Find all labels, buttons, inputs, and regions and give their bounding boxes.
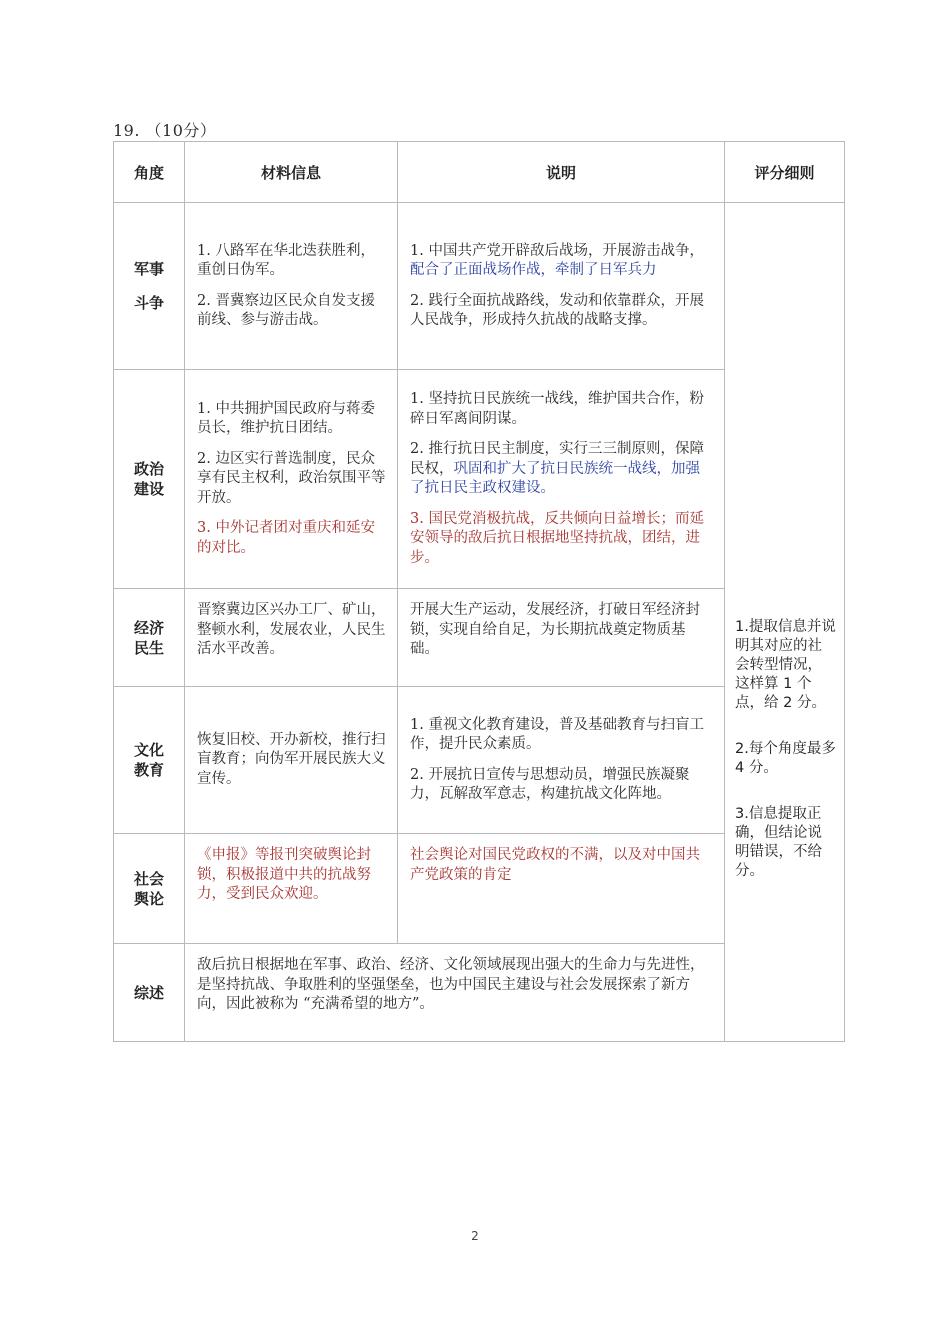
angle-line: 经济 [133,618,164,637]
header-material: 材料信息 [185,142,398,203]
explanation-cell [398,687,725,834]
explanation-paragraph [410,601,714,660]
angle-line: 建设 [133,480,164,498]
summary-text [185,944,725,1042]
rules-cell [725,203,845,1042]
text-run: 1. 中共拥护国民政府与蒋委员长，维护抗日团结。 [197,400,375,437]
material-cell [185,203,398,370]
text-run: 2. 开展抗日宣传与思想动员，增强民族凝聚力，瓦解敌军意志，构建抗战文化阵地。 [410,766,690,802]
material-cell [185,834,398,944]
angle-cell [114,203,185,370]
text-run: 1. 八路军在华北迭获胜利，重创日伪军。 [197,242,375,278]
explanation-cell [398,834,725,944]
text-run: 2. 推行抗日民主制度，实行三三制原则，保障民权， [410,441,704,477]
text-run: 《申报》等报刊突破舆论封锁，积极报道中共的抗战努力，受到民众欢迎。 [197,847,371,902]
explanation-paragraph [410,242,714,281]
question-title: 19. （10分） [113,121,217,140]
summary-label: 综述 [133,983,164,1002]
explanation-paragraph [410,846,714,885]
material-paragraph [197,731,387,790]
header-angle: 角度 [114,142,185,203]
material-paragraph [197,601,387,660]
explanation-paragraph [410,292,714,331]
text-run: 2. 晋冀察边区民众自发支援前线、参与游击战。 [197,292,375,328]
material-paragraph [197,450,387,509]
summary-paragraph: 敌后抗日根据地在军事、政治、经济、文化领域展现出强大的生命力与先进性，是坚持抗战、争取胜利的坚强堡垒，也为中国民主建设与社会发展探索了新方向，因此被称为 “充满希望的地方”。 [197,957,705,1012]
text-run: 2. 边区实行普选制度，民众享有民主权利，政治氛围平等开放。 [197,450,386,506]
explanation-paragraph [410,766,714,805]
text-run: 1. 中国共产党开辟敌后战场，开展游击战争， [410,242,704,259]
explanation-paragraph [410,390,714,429]
angle-line: 文化 [133,741,164,759]
header-explanation: 说明 [398,142,725,203]
text-run: 1. 重视文化教育建设，普及基础教育与扫盲工作，提升民众素质。 [410,716,704,752]
explanation-cell [398,370,725,589]
angle-cell [114,834,185,944]
row-military [114,203,845,370]
angle-cell [114,589,185,687]
text-run: 1. 坚持抗日民族统一战线，维护国共合作，粉碎日军离间阴谋。 [410,391,704,427]
angle-line: 社会 [133,869,164,888]
material-paragraph [197,519,387,558]
material-paragraph [197,400,387,439]
text-run: 2. 践行全面抗战路线，发动和依靠群众，开展人民战争，形成持久抗战的战略支撑。 [410,292,704,328]
header-rules: 评分细则 [725,142,845,203]
text-run: 配合了正面战场作战，牵制了日军兵力 [410,262,657,278]
rule-item: 3.信息提取正确，但结论说明错误，不给分。 [735,806,822,879]
explanation-cell [398,203,725,370]
angle-line: 军事 [133,260,164,278]
answer-table [113,141,845,1042]
angle-cell [114,370,185,589]
material-cell [185,687,398,834]
explanation-paragraph [410,716,714,755]
material-paragraph [197,846,387,905]
text-run: 晋察冀边区兴办工厂、矿山，整顿水利，发展农业，人民生活水平改善。 [197,602,386,657]
text-run: 3. 中外记者团对重庆和延安的对比。 [197,520,375,556]
angle-cell [114,944,185,1042]
text-run: 开展大生产运动，发展经济，打破日军经济封锁，实现自给自足，为长期抗战奠定物质基础。 [410,602,700,657]
rule-item: 2.每个角度最多 4 分。 [735,741,836,776]
material-paragraph [197,292,387,331]
material-paragraph [197,242,387,281]
text-run: 巩固和扩大了抗日民族统一战线，加强了抗日民主政权建设。 [410,460,700,496]
explanation-paragraph [410,440,714,499]
material-cell [185,370,398,589]
angle-cell [114,687,185,834]
text-run: 3. 国民党消极抗战，反共倾向日益增长；而延安领导的敌后抗日根据地坚持抗战，团结，进步。 [410,510,704,566]
explanation-paragraph [410,510,714,569]
header-row [114,142,845,203]
angle-line: 教育 [133,761,164,779]
material-cell [185,589,398,687]
angle-line: 舆论 [133,889,164,908]
rule-item: 1.提取信息并说明其对应的社会转型情况，这样算 1 个点，给 2 分。 [735,619,836,711]
text-run: 恢复旧校、开办新校，推行扫盲教育；向伪军开展民族大义宣传。 [197,731,386,787]
angle-line: 斗争 [133,294,164,312]
explanation-cell [398,589,725,687]
text-run: 社会舆论对国民党政权的不满，以及对中国共产党政策的肯定 [410,847,700,883]
page-number: 2 [471,1229,479,1243]
angle-line: 政治 [133,460,164,478]
angle-line: 民生 [133,638,164,657]
